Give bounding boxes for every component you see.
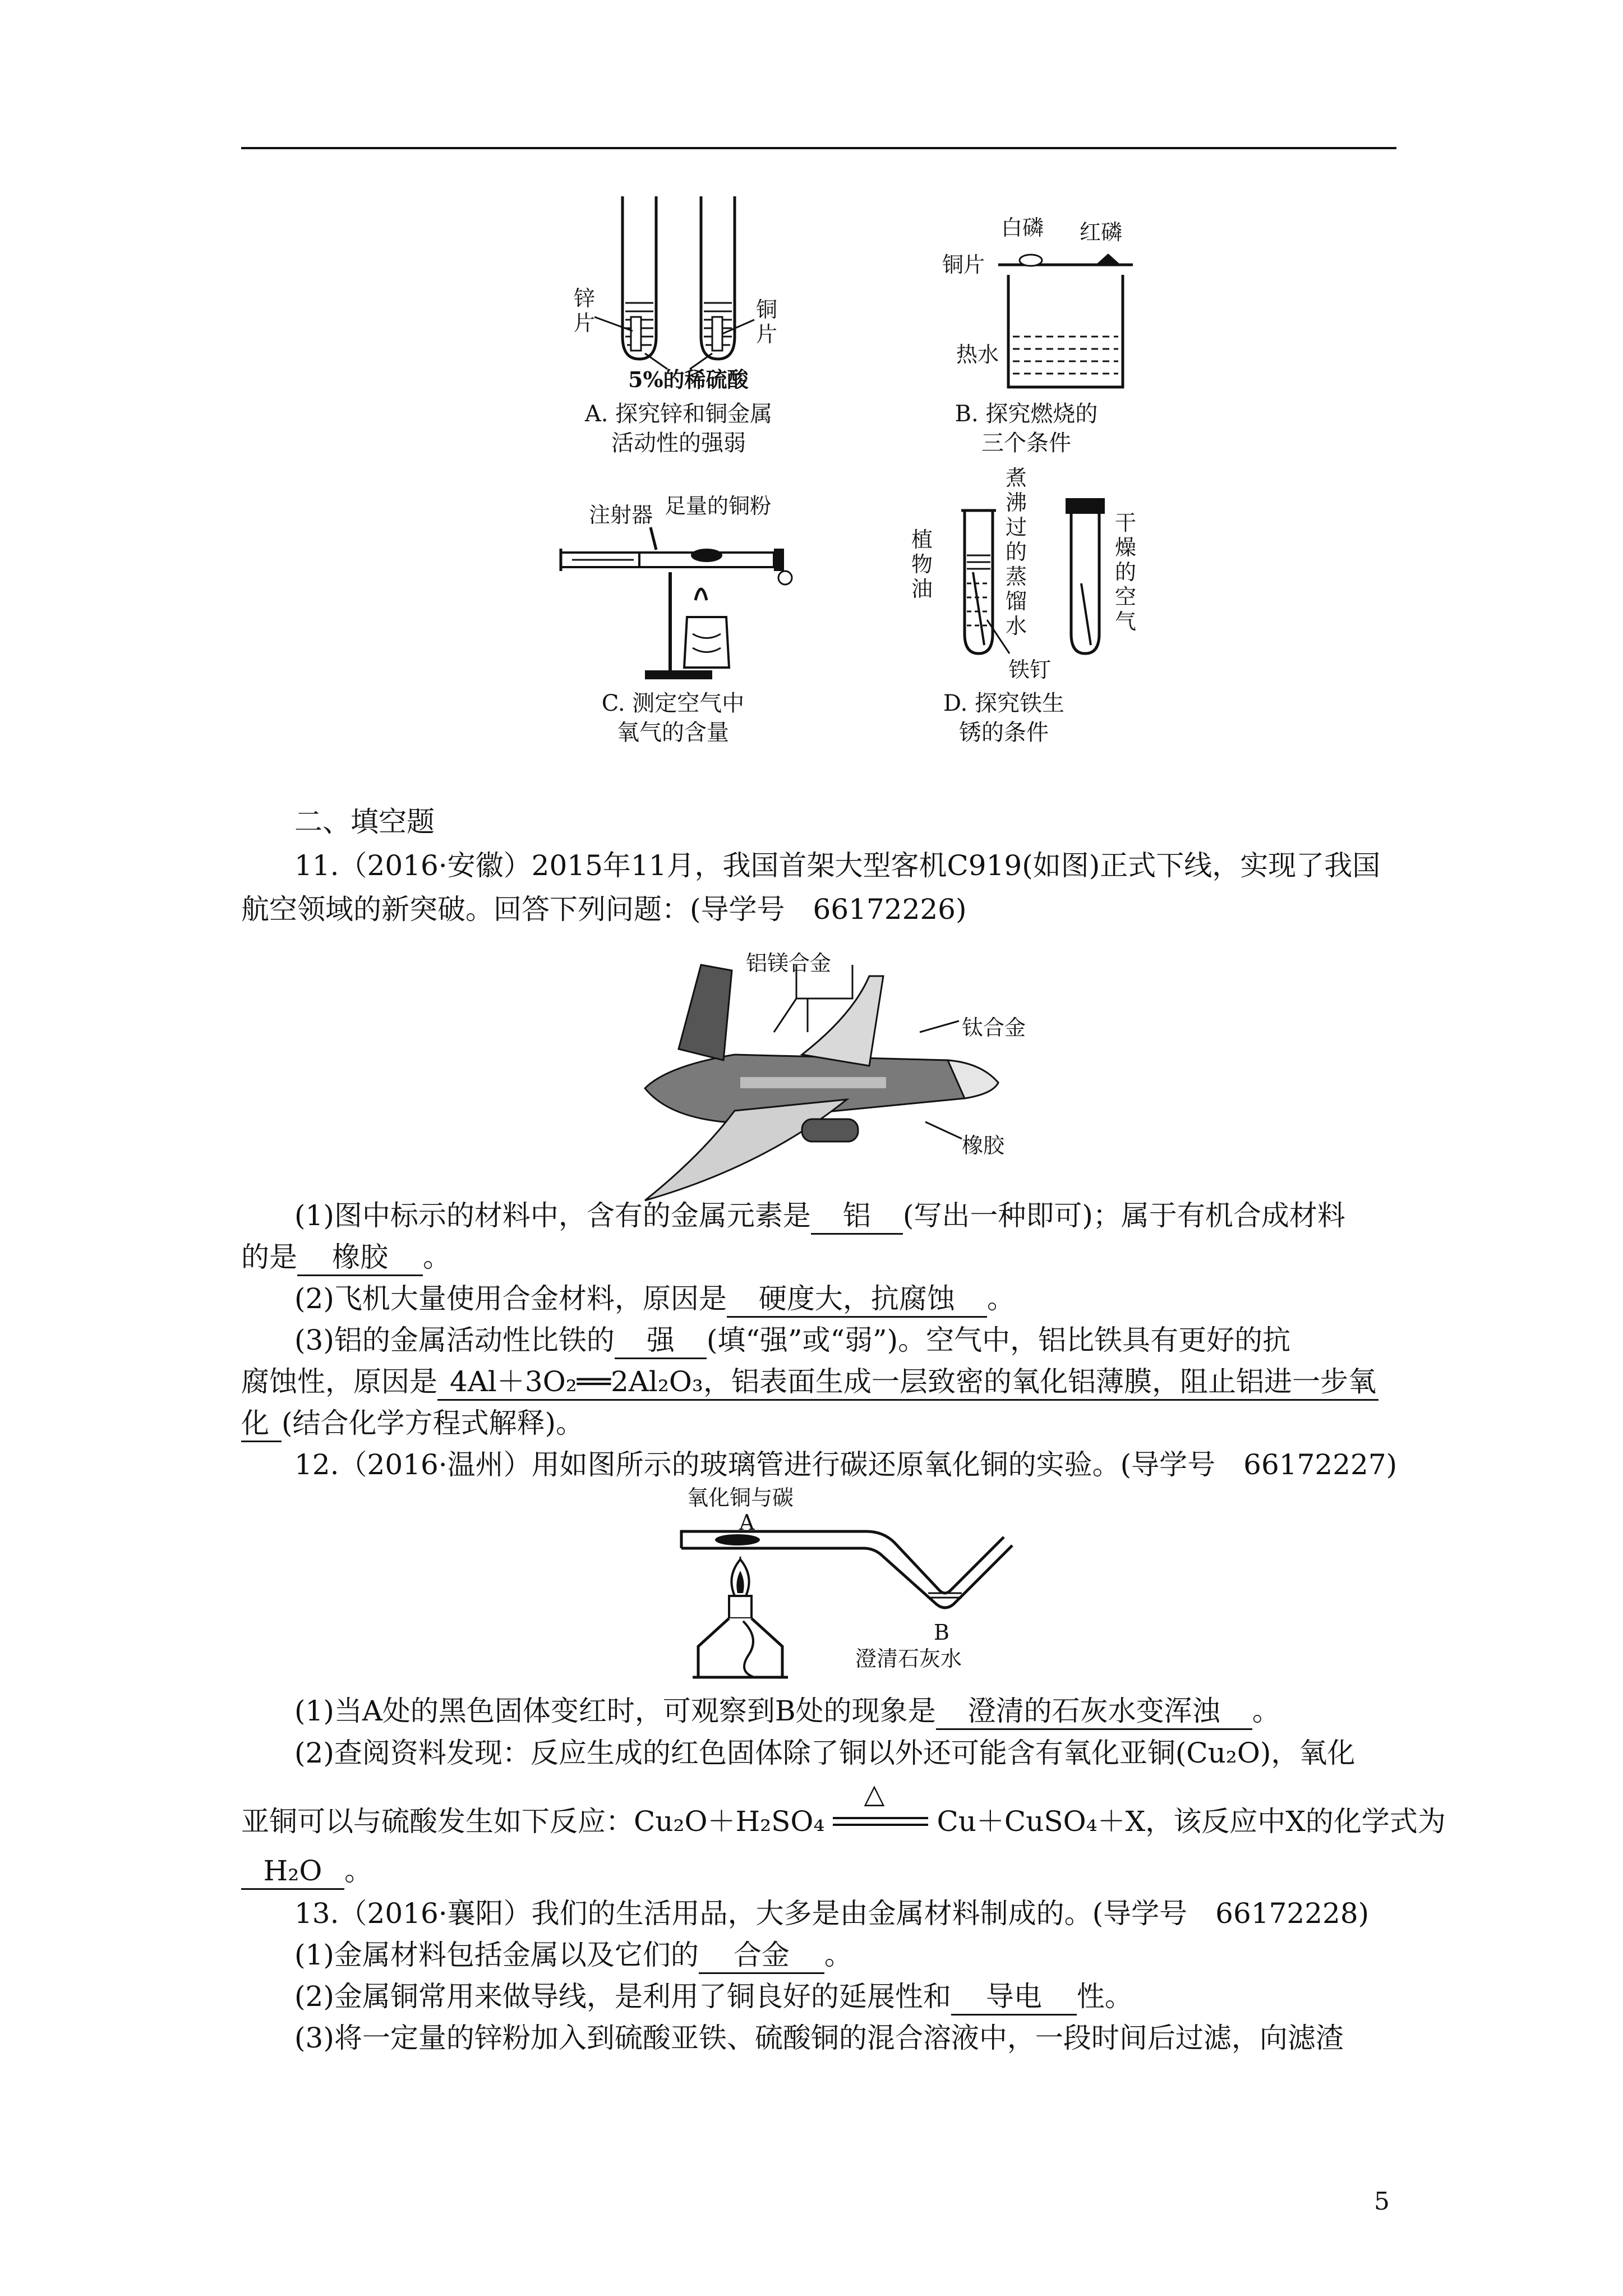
label-point-a: A <box>739 1510 755 1535</box>
caption-b-2: 三个条件 <box>981 430 1071 456</box>
label-boiled-water: 煮沸过的蒸馏水 <box>1005 466 1027 638</box>
answer-blank[interactable]: 4Al＋3O₂══2Al₂O₃，铝表面生成一层致密的氧化铝薄膜，阻止铝进一步氧 <box>437 1364 1378 1401</box>
q11-part3-line3: 化 (结合化学方程式解释)。 <box>241 1404 584 1443</box>
label-hot-water: 热水 <box>956 342 999 367</box>
answer-blank[interactable]: 橡胶 <box>297 1240 423 1276</box>
caption-c-2: 氧气的含量 <box>617 720 729 746</box>
label-white-phosphorus: 白磷 <box>1001 215 1044 240</box>
q11-part1-line2: 的是 橡胶 。 <box>241 1237 451 1277</box>
q12-part1: (1)当A处的黑色固体变红时，可观察到B处的现象是 澄清的石灰水变浑浊 。 <box>294 1691 1280 1731</box>
answer-blank[interactable]: 导电 <box>951 1979 1077 2016</box>
answer-blank[interactable]: 强 <box>615 1323 707 1359</box>
figure-d-tubes <box>953 494 1133 662</box>
label-iron-nail: 铁钉 <box>1008 657 1052 682</box>
label-dilute-acid: 5%的稀硫酸 <box>628 367 749 392</box>
q12-part2-line1: (2)查阅资料发现：反应生成的红色固体除了铜以外还可能含有氧化亚铜(Cu₂O)，氧化 <box>294 1737 1355 1769</box>
label-al-mg-alloy: 铝镁合金 <box>746 951 832 976</box>
caption-b-1: B. 探究燃烧的 <box>955 401 1098 427</box>
q11-part3-line2: 腐蚀性，原因是 4Al＋3O₂══2Al₂O₃，铝表面生成一层致密的氧化铝薄膜，阻止铝进一步氧 <box>241 1362 1378 1401</box>
label-copper-sheet: 铜片 <box>942 252 985 277</box>
figure-c-apparatus <box>561 522 796 684</box>
answer-blank[interactable]: 铝 <box>811 1198 903 1235</box>
page-number: 5 <box>1374 2187 1390 2216</box>
aircraft-leader-lines <box>774 965 1054 1156</box>
q12-part2-line3: H₂O 。 <box>241 1851 372 1890</box>
reaction-arrow <box>824 1778 937 1841</box>
caption-d-2: 锈的条件 <box>959 720 1049 746</box>
label-copper: 铜片 <box>755 297 777 347</box>
label-point-b: B <box>934 1620 949 1645</box>
q11-part1-line1: (1)图中标示的材料中，含有的金属元素是 铝 (写出一种即可)；属于有机合成材料 <box>294 1196 1345 1235</box>
label-syringe: 注射器 <box>589 503 653 527</box>
label-red-phosphorus: 红磷 <box>1080 220 1123 245</box>
answer-blank[interactable]: 合金 <box>699 1938 824 1974</box>
q12-stem: 12.（2016·温州）用如图所示的玻璃管进行碳还原氧化铜的实验。(导学号 66172227) <box>294 1448 1398 1481</box>
label-copper-powder: 足量的铜粉 <box>665 494 772 518</box>
heat-symbol: △ <box>864 1778 885 1810</box>
section-title: 二、填空题 <box>294 806 435 838</box>
q13-part1: (1)金属材料包括金属以及它们的 合金 。 <box>294 1935 852 1975</box>
caption-a-1: A. 探究锌和铜金属 <box>584 401 773 427</box>
q13-part2: (2)金属铜常用来做导线，是利用了铜良好的延展性和 导电 性。 <box>294 1977 1133 2016</box>
answer-blank[interactable]: 硬度大，抗腐蚀 <box>727 1281 987 1318</box>
q13-stem: 13.（2016·襄阳）我们的生活用品，大多是由金属材料制成的。(导学号 66172228) <box>294 1897 1370 1930</box>
label-zinc: 锌片 <box>573 286 595 335</box>
q11-stem-line1: 11.（2016·安徽）2015年11月，我国首架大型客机C919(如图)正式下线，实现了我国 <box>294 849 1381 882</box>
label-dry-air: 干燥的空气 <box>1114 510 1136 634</box>
label-ti-alloy: 钛合金 <box>962 1015 1026 1040</box>
glass-tube-apparatus <box>681 1515 1018 1694</box>
header-rule <box>241 147 1396 149</box>
answer-blank[interactable]: H₂O <box>241 1853 344 1890</box>
label-plant-oil: 植物油 <box>911 527 933 601</box>
q11-stem-line2: 航空领域的新突破。回答下列问题：(导学号 66172226) <box>241 893 967 926</box>
caption-d-1: D. 探究铁生 <box>943 691 1065 716</box>
q13-part3: (3)将一定量的锌粉加入到硫酸亚铁、硫酸铜的混合溶液中，一段时间后过滤，向滤渣 <box>294 2022 1344 2054</box>
answer-blank[interactable]: 化 <box>241 1406 282 1442</box>
caption-c-1: C. 测定空气中 <box>601 691 745 716</box>
figure-a-test-tubes <box>561 191 796 376</box>
label-cuo-carbon: 氧化铜与碳 <box>687 1485 794 1510</box>
answer-blank[interactable]: 澄清的石灰水变浑浊 <box>936 1694 1252 1730</box>
q11-part3-line1: (3)铝的金属活动性比铁的 强 (填“强”或“弱”)。空气中，铝比铁具有更好的抗 <box>294 1320 1290 1360</box>
caption-a-2: 活动性的强弱 <box>611 430 746 456</box>
figure-b-beaker <box>998 252 1144 393</box>
q12-part2-line2: 亚铜可以与硫酸发生如下反应：Cu₂O＋H₂SO₄ △ Cu＋CuSO₄＋X，该反应中X的化学式为 <box>241 1802 1446 1841</box>
q11-part2: (2)飞机大量使用合金材料，原因是 硬度大，抗腐蚀 。 <box>294 1279 1015 1318</box>
label-limewater: 澄清石灰水 <box>855 1646 962 1671</box>
label-rubber: 橡胶 <box>962 1133 1005 1158</box>
